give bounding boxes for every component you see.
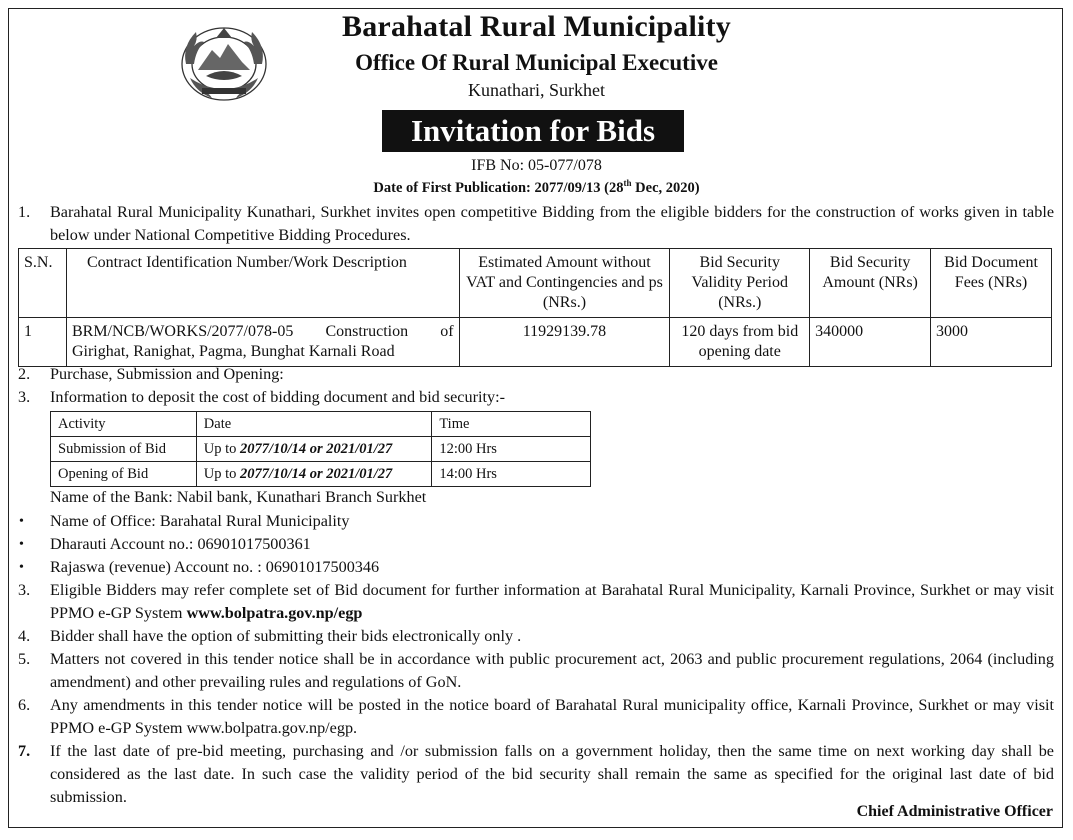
cell-activity: Submission of Bid	[51, 437, 197, 462]
office-name: Office Of Rural Municipal Executive	[355, 50, 718, 75]
cell-sn: 1	[19, 318, 67, 367]
cell-time: 12:00 Hrs	[432, 437, 591, 462]
bullet-text: Name of Office: Barahatal Rural Municipality	[50, 512, 350, 530]
col-header-doc-fees: Bid Document Fees (NRs)	[931, 249, 1052, 318]
clause-number: 6.	[18, 696, 31, 714]
bank-name: Name of the Bank: Nabil bank, Kunathari Branch Surkhet	[50, 488, 427, 506]
ifb-number: IFB No: 05-077/078	[471, 157, 602, 174]
col-header-description: Contract Identification Number/Work Description	[66, 249, 459, 318]
cell-activity: Opening of Bid	[51, 462, 197, 487]
clause-number: 5.	[18, 650, 31, 668]
invitation-banner: Invitation for Bids	[382, 110, 684, 152]
cell-security-amount: 340000	[810, 318, 931, 367]
col-header-time: Time	[432, 412, 591, 437]
table-row	[51, 437, 591, 462]
cell-description: BRM/NCB/WORKS/2077/078-05 Construction of Girighat, Ranighat, Pagma, Bunghat Karnali Road	[66, 318, 459, 367]
cell-date: Up to 2077/10/14 or 2021/01/27	[196, 437, 432, 462]
clause-number: 3.	[18, 388, 31, 406]
clause-text: If the last date of pre-bid meeting, purchasing and /or submission falls on a government holiday, then the same time on next working day shall be considered as the last date. In such case the validity period of the bid security shall remain the same as specified for the original last date of bid submission.	[50, 742, 1054, 806]
table-row	[51, 462, 591, 487]
signoff: Chief Administrative Officer	[856, 803, 1053, 820]
col-header-security-amount: Bid Security Amount (NRs)	[810, 249, 931, 318]
col-header-sn: S.N.	[19, 249, 67, 318]
publication-date: Date of First Publication: 2077/09/13 (28th Dec, 2020)	[373, 178, 700, 196]
clause-text: Matters not covered in this tender notice shall be in accordance with public procurement act, 2063 and public procurement regulations, 2064 (including amendment) and other prevailing rules and regulations of GoN.	[50, 650, 1054, 691]
clause-text: Eligible Bidders may refer complete set of Bid document for further information at Barahatal Rural Municipality, Karnali Province, Surkhet or may visit PPMO e-GP System www.bolpatra.gov.np/egp	[50, 581, 1054, 622]
clause-text: Bidder shall have the option of submitting their bids electronically only .	[50, 627, 522, 645]
clause-number: 4.	[18, 627, 31, 645]
table-row	[19, 318, 1052, 367]
clause-number: 7.	[18, 742, 31, 760]
cell-doc-fees: 3000	[931, 318, 1052, 367]
schedule-table	[50, 411, 591, 487]
bullet-icon: •	[19, 537, 24, 552]
clause-number: 2.	[18, 365, 31, 383]
bullet-icon: •	[19, 514, 24, 529]
intro-text: Barahatal Rural Municipality Kunathari, Surkhet invites open competitive Bidding from the eligible bidders for the construction of works given in table below under National Competitive Bidding Procedures.	[50, 203, 1054, 244]
col-header-validity: Bid Security Validity Period (NRs.)	[670, 249, 810, 318]
bullet-icon: •	[19, 560, 24, 575]
cell-time: 14:00 Hrs	[432, 462, 591, 487]
clause-number: 1.	[18, 203, 31, 221]
location: Kunathari, Surkhet	[468, 80, 605, 100]
cell-validity: 120 days from bid opening date	[670, 318, 810, 367]
clause-text: Any amendments in this tender notice will be posted in the notice board of Barahatal Rural municipality office, Karnali Province, Surkhet or may visit PPMO e-GP System www.bolpatra.gov.np/egp.	[50, 696, 1054, 737]
clause-number: 3.	[18, 581, 31, 599]
item-text: Purchase, Submission and Opening:	[50, 365, 284, 383]
cell-date: Up to 2077/10/14 or 2021/01/27	[196, 462, 432, 487]
col-header-date: Date	[196, 412, 432, 437]
org-name: Barahatal Rural Municipality	[342, 10, 731, 43]
col-header-activity: Activity	[51, 412, 197, 437]
bullet-text: Rajaswa (revenue) Account no. : 06901017500346	[50, 558, 380, 576]
cell-estimated-amount: 11929139.78	[459, 318, 670, 367]
bullet-text: Dharauti Account no.: 06901017500361	[50, 535, 311, 553]
works-table	[18, 248, 1052, 367]
col-header-estimated-amount: Estimated Amount without VAT and Contingencies and ps (NRs.)	[459, 249, 670, 318]
item-text: Information to deposit the cost of bidding document and bid security:-	[50, 388, 505, 406]
bolpatra-link: www.bolpatra.gov.np/egp	[186, 604, 363, 622]
